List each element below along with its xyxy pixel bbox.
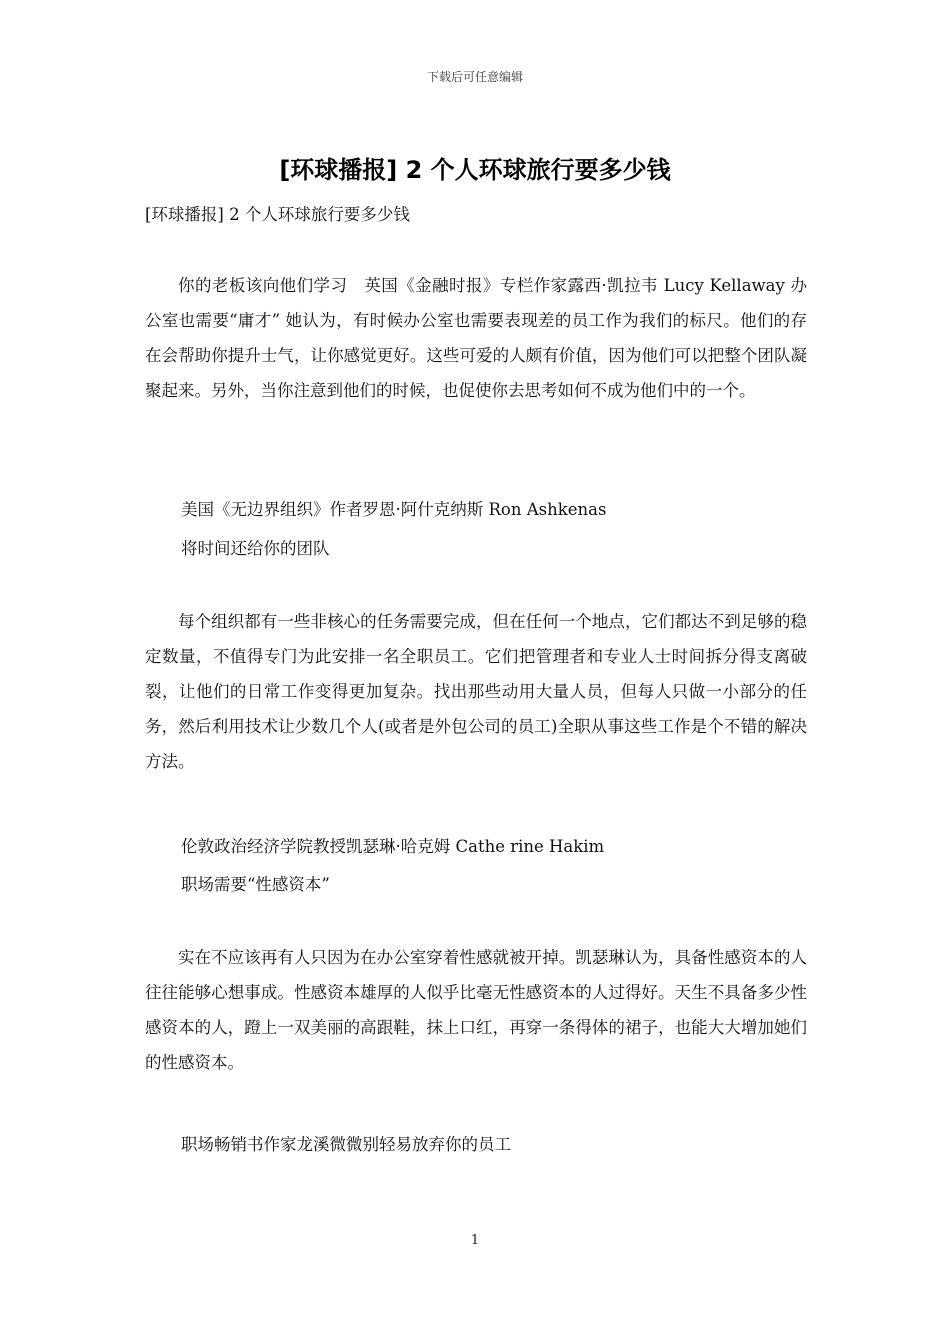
author-ron-ashkenas: 美国《无边界组织》作者罗恩·阿什克纳斯 Ron Ashkenas — [181, 500, 607, 519]
author-catherine-hakim: 伦敦政治经济学院教授凯瑟琳·哈克姆 Cathe rine Hakim — [181, 837, 605, 856]
document-subtitle: [环球播报] 2 个人环球旅行要多少钱 — [145, 205, 410, 224]
heading-return-time: 将时间还给你的团队 — [181, 539, 330, 558]
paragraph-non-core-tasks: 每个组织都有一些非核心的任务需要完成，但在任何一个地点，它们都达不到足够的稳定数量，不值得专门为此安排一名全职员工。它们把管理者和专业人士时间拆分得支离破裂，让他们的日常工作变得更加复杂。找出那些动用大量人员，但每人只做一小部分的任务，然后利用技术让少数几个人(或者是外包公司的员工)全职从事这些工作是个不错的解决方法。 — [145, 612, 807, 771]
paragraph-lucy-kellaway: 你的老板该向他们学习 英国《金融时报》专栏作家露西·凯拉韦 Lucy Kellaway 办公室也需要“庸才” 她认为，有时候办公室也需要表现差的员工作为我们的标尺。他们的存在会帮助你提升士气，让你感觉更好。这些可爱的人颇有价值，因为他们可以把整个团队凝聚起来。另外，当你注意到他们的时候，也促使你去思考如何不成为他们中的一个。 — [145, 276, 807, 400]
author-longxi-weiwei: 职场畅销书作家龙溪微微别轻易放弃你的员工 — [181, 1135, 511, 1154]
document-title: [环球播报] 2 个人环球旅行要多少钱 — [279, 156, 671, 184]
header-note: 下载后可任意编辑 — [426, 70, 523, 84]
paragraph-erotic-capital: 实在不应该再有人只因为在办公室穿着性感就被开掉。凯瑟琳认为，具备性感资本的人往往能够心想事成。性感资本雄厚的人似乎比毫无性感资本的人过得好。天生不具备多少性感资本的人，蹬上一双美丽的高跟鞋，抹上口红，再穿一条得体的裙子，也能大大增加她们的性感资本。 — [145, 948, 807, 1072]
page-number: 1 — [470, 1233, 480, 1248]
heading-erotic-capital: 职场需要“性感资本” — [181, 875, 330, 894]
